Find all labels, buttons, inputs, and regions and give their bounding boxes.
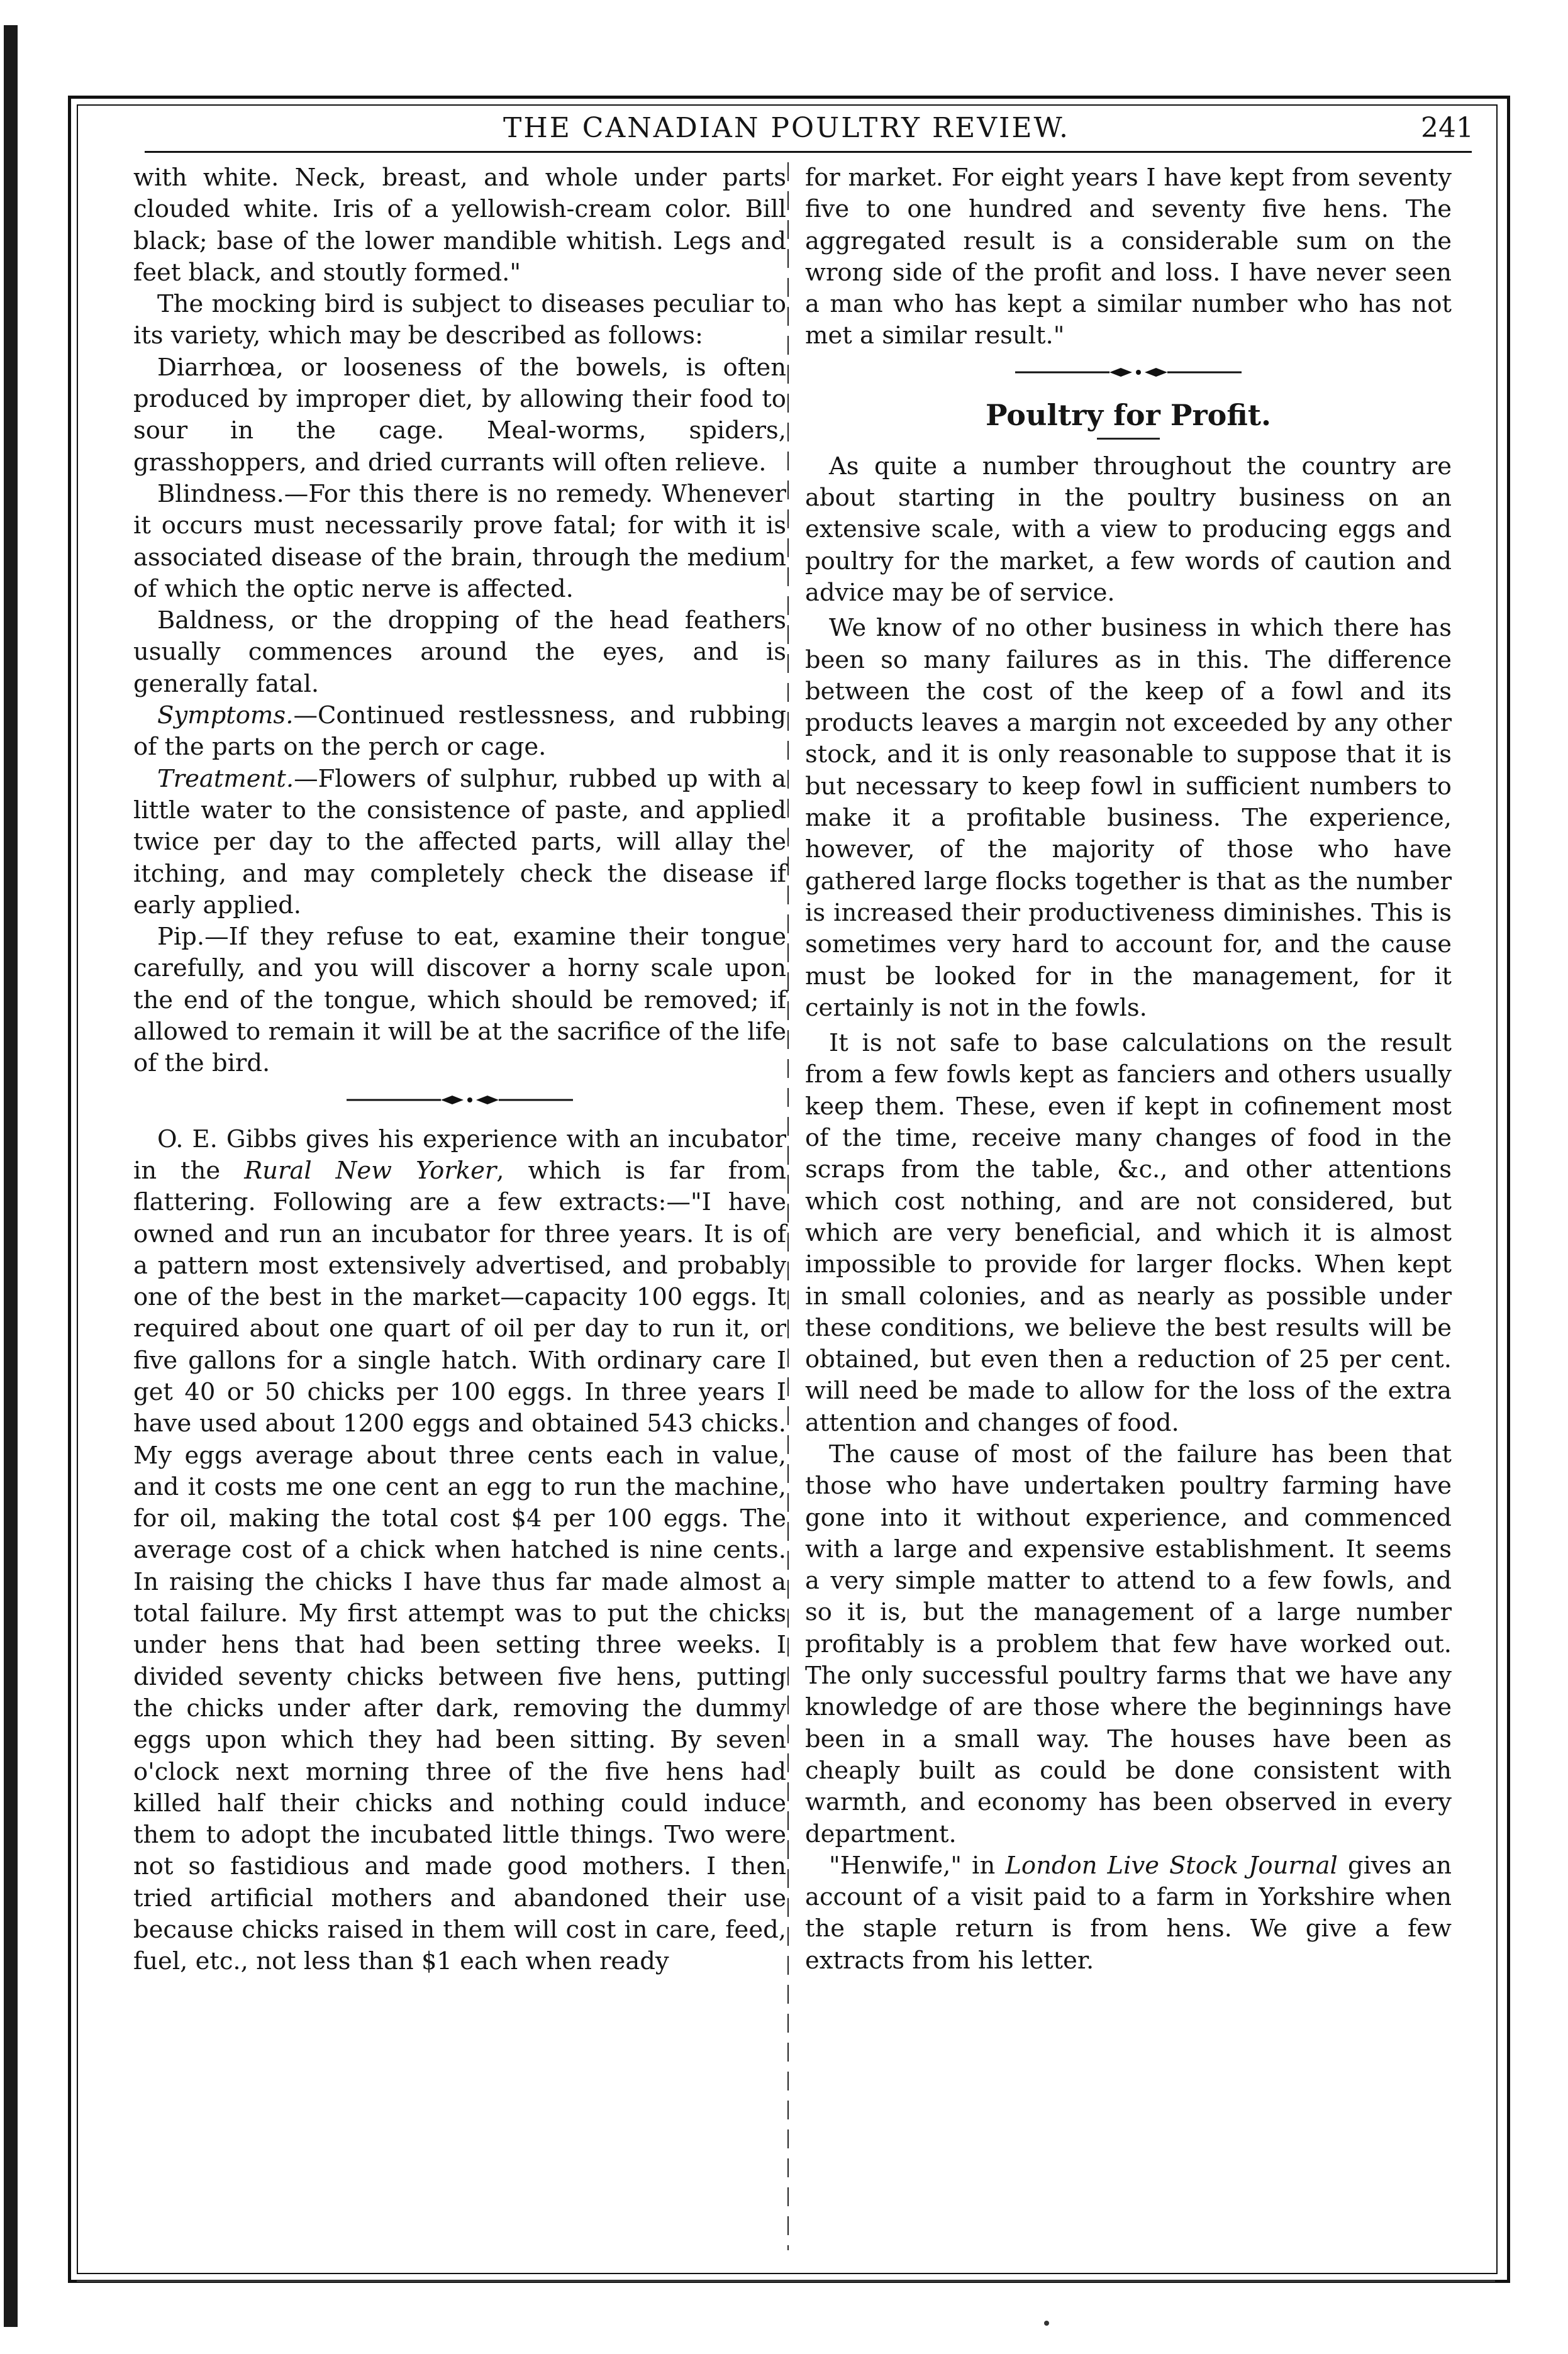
paragraph: Baldness, or the dropping of the head feathers usually commences around the eyes, and is generally fatal. bbox=[133, 606, 786, 698]
running-header bbox=[87, 107, 1486, 164]
run-in-label: Treatment. bbox=[157, 764, 294, 793]
right-column bbox=[805, 162, 1452, 1977]
publication-title: London Live Stock Journal bbox=[1005, 1851, 1338, 1880]
print-speck bbox=[1044, 2321, 1049, 2326]
section-ornament bbox=[1015, 366, 1242, 379]
paragraph: with white. Neck, breast, and whole under parts clouded white. Iris of a yellowish-cream color. Bill black; base of the lower mandible whitish. Legs and feet black, and stoutly formed." bbox=[133, 164, 786, 287]
paragraph: The mocking bird is subject to diseases peculiar to its variety, which may be described as follows: bbox=[133, 290, 786, 350]
paragraph: O. E. Gibbs gives his experience with an incubator in the Rural New Yorker, which is far from flattering. Following are a few extracts:—"I have owned and run an incubator for three years. It is of a pattern most extensively advertised, and probably one of the best in the market—capacity 100 eggs. It required about one quart of oil per day to run it, or five gallons for a single hatch. With ordinary care I get 40 or 50 chicks per 100 eggs. In three years I have used about 1200 eggs and obtained 543 chicks. My eggs average about three cents each in value, and it costs me one cent an egg to run the machine, for oil, making the total cost $4 per 100 eggs. The average cost of a chick when hatched is nine cents. In raising the chicks I have thus far made almost a total failure. My first attempt was to put the chicks under hens that had been setting three weeks. I divided seventy chicks between five hens, putting the chicks under after dark, removing the dummy eggs upon which they had been sitting. By seven o'clock next morning three of the five hens had killed half their chicks and nothing could induce them to adopt the incubated little things. Two were not so fastidious and made good mothers. I then tried artificial mothers and abandoned their use because chicks raised in them will cost in care, feed, fuel, etc., not less than $1 each when ready bbox=[133, 1124, 786, 1976]
paragraph: for market. For eight years I have kept from seventy five to one hundred and seventy five hens. The aggregated result is a considerable sum on the wrong side of the profit and loss. I have never seen a man who has kept a similar number who has not met a similar result." bbox=[805, 164, 1452, 350]
left-column bbox=[133, 162, 786, 1978]
journal-title: THE CANADIAN POULTRY REVIEW. bbox=[503, 112, 1070, 144]
paragraph: Pip.—If they refuse to eat, examine their tongue carefully, and you will discover a horny scale upon the end of the tongue, which should be removed; if allowed to remain it will be at the sacrifice of the life of the bird. bbox=[133, 923, 786, 1078]
paragraph: Diarrhœa, or looseness of the bowels, is often produced by improper diet, by allowing their food to sour in the cage. Meal-worms, spiders, grasshoppers, and dried currants will often relieve. bbox=[133, 353, 786, 477]
header-rule bbox=[145, 151, 1472, 153]
paragraph: Blindness.—For this there is no remedy. Whenever it occurs must necessarily prove fatal; for with it is associated disease of the brain, through the medium of which the optic nerve is affected. bbox=[133, 479, 786, 603]
page-number: 241 bbox=[1421, 112, 1474, 144]
run-in-label: Symptoms. bbox=[157, 701, 294, 730]
paragraph: We know of no other business in which there has been so many failures as in this. The difference between the cost of the keep of a fowl and its products leaves a margin not exceeded by any other stock, and it is only reasonable to suppose that it is but necessary to keep fowl in sufficient numbers to make it a profitable business. The experience, however, of the majority of those who have gathered large flocks together is that as the number is increased their productiveness diminishes. This is sometimes very hard to account for, and the cause must be looked for in the management, for it certainly is not in the fowls. bbox=[805, 614, 1452, 1022]
heading-rule bbox=[1097, 438, 1160, 440]
paragraph: The cause of most of the failure has been that those who have undertaken poultry farming have gone into it without experience, and commenced with a large and expensive establishment. It seems a very simple matter to attend to a few fowls, and so it is, but the management of a large number profitably is a problem that few have worked out. The only successful poultry farms that we have any knowledge of are those where the beginnings have been in a small way. The houses have been as cheaply built as could be done consistent with warmth, and economy has been observed in every department. bbox=[805, 1440, 1452, 1848]
book-binding-edge bbox=[0, 0, 29, 2354]
paragraph: Symptoms.—Continued restlessness, and rubbing of the parts on the perch or cage. bbox=[133, 701, 786, 762]
section-ornament bbox=[347, 1094, 573, 1106]
paragraph: As quite a number throughout the country are about starting in the poultry business on an extensive scale, with a view to producing eggs and poultry for the market, a few words of caution and advice may be of service. bbox=[805, 452, 1452, 607]
paragraph: It is not safe to base calculations on the result from a few fowls kept as fanciers and others usually keep them. These, even if kept in cofinement most of the time, receive many changes of food in the scraps from the table, &c., and other attentions which cost nothing, and are not considered, but which are very beneficial, and which it is almost impossible to provide for larger flocks. When kept in small colonies, and as nearly as possible under these conditions, we believe the best results will be obtained, but even then a reduction of 25 per cent. will need be made to allow for the loss of the extra attention and changes of food. bbox=[805, 1029, 1452, 1437]
paragraph: "Henwife," in London Live Stock Journal gives an account of a visit paid to a farm in Yorkshire when the staple return is from hens. We give a few extracts from his letter. bbox=[805, 1851, 1452, 1975]
paragraph: Treatment.—Flowers of sulphur, rubbed up with a little water to the consistence of paste, and applied twice per day to the affected parts, will allay the itching, and may completely check the disease if early applied. bbox=[133, 764, 786, 919]
publication-title: Rural New Yorker bbox=[244, 1156, 497, 1185]
column-divider bbox=[787, 162, 789, 2250]
bottom-rule bbox=[77, 2280, 1495, 2282]
article-heading: Poultry for Profit. bbox=[985, 397, 1272, 432]
